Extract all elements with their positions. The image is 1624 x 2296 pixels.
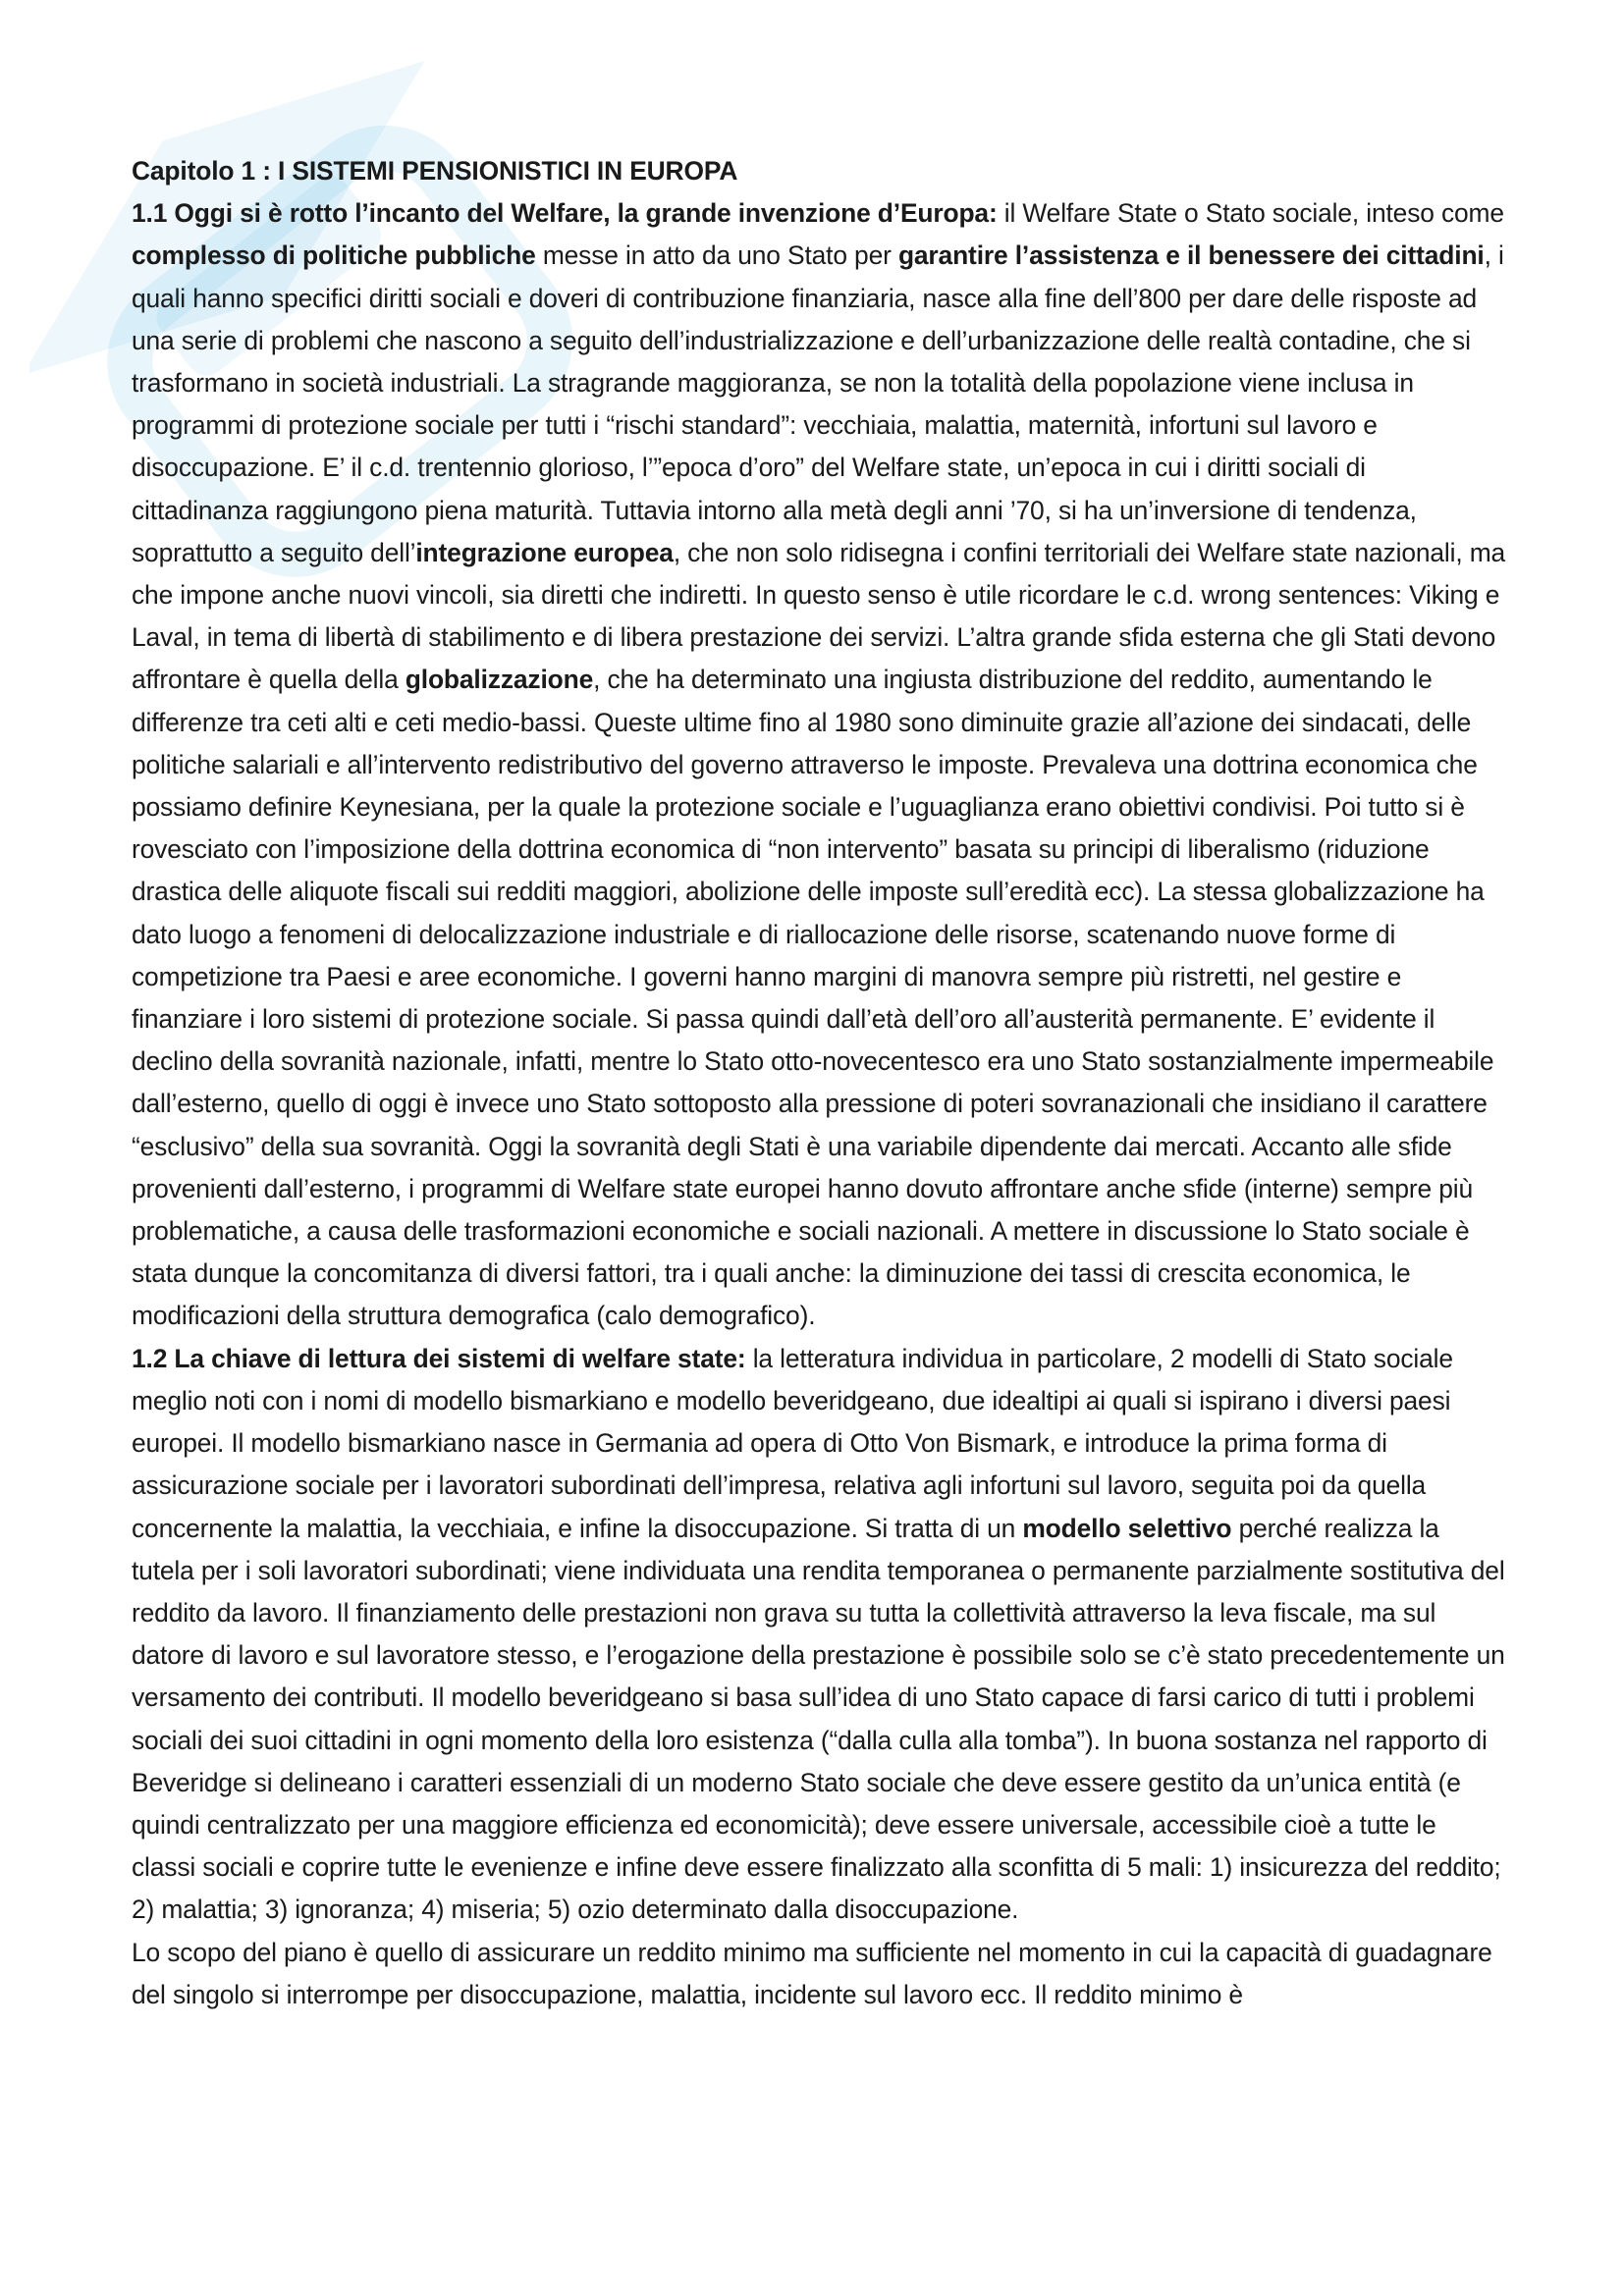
text-segment: il Welfare State o Stato sociale, inteso come (997, 198, 1504, 229)
text-segment: , che non solo ridisegna i confini territoriali dei Welfare state nazionali, ma che impone anche nuovi vincoli, sia diretti che indiretti. In questo senso è utile ricordare le c.d. wrong sentences: Viking e Laval, in tema di libertà di stabilimento e di libera prestazione dei servizi. L’altra grande sfida esterna che gli Stati devono affrontare è quella della (132, 537, 1506, 695)
text-segment: perché realizza la tutela per i soli lavoratori subordinati; viene individuata una rendita temporanea o permanente parzialmente sostitutiva del reddito da lavoro. Il finanziamento delle prestazioni non grava su tutta la collettività attraverso la leva fiscale, ma sul datore di lavoro e sul lavoratore stesso, e l’erogazione della prestazione è possibile solo se c’è stato precedentemente un versamento dei contributi. Il modello beveridgeano si basa sull’idea di uno Stato capace di farsi carico di tutti i problemi sociali dei suoi cittadini in ogni momento della loro esistenza (“dalla culla alla tomba”). In buona sostanza nel rapporto di Beveridge si delineano i caratteri essenziali di un moderno Stato sociale che deve essere gestito da un’unica entità (e quindi centralizzato per una maggiore efficienza ed economicità); deve essere universale, accessibile cioè a tutte le classi sociali e coprire tutte le evenienze e infine deve essere finalizzato alla sconfitta di 5 mali: 1) insicurezza del reddito; 2) malattia; 3) ignoranza; 4) miseria; 5) ozio determinato dalla disoccupazione. (132, 1513, 1505, 1925)
text-segment-bold: globalizzazione (405, 665, 594, 695)
text-segment-bold: modello selettivo (1022, 1513, 1232, 1543)
text-segment-bold: complesso di politiche pubbliche (132, 240, 536, 271)
section-heading-1-1: 1.1 Oggi si è rotto l’incanto del Welfare, la grande invenzione d’Europa: (132, 198, 998, 229)
text-segment-bold: garantire l’assistenza e il benessere dei cittadini (897, 240, 1485, 271)
text-segment: Lo scopo del piano è quello di assicurare un reddito minimo ma sufficiente nel momento in cui la capacità di guadagnare del singolo si interrompe per disoccupazione, malattia, incidente sul lavoro ecc. Il reddito minimo è (132, 1937, 1492, 2009)
text-segment-bold: integrazione europea (415, 537, 674, 567)
section-heading-1-2: 1.2 La chiave di lettura dei sistemi di welfare state: (132, 1343, 746, 1373)
paragraph-1-2 (132, 1338, 1506, 1932)
text-segment: , i quali hanno specifici diritti sociali e doveri di contribuzione finanziaria, nasce alla fine dell’800 per dare delle risposte ad una serie di problemi che nascono a seguito dell’industrializzazione e dell’urbanizzazione delle realtà contadine, che si trasformano in società industriali. La stragrande maggioranza, se non la totalità della popolazione viene inclusa in programmi di protezione sociale per tutti i “rischi standard”: vecchiaia, malattia, maternità, infortuni sul lavoro e disoccupazione. E’ il c.d. trentennio glorioso, l’”epoca d’oro” del Welfare state, un’epoca in cui i diritti sociali di cittadinanza raggiungono piena maturità. Tuttavia intorno alla metà degli anni ’70, si ha un’inversione di tendenza, soprattutto a seguito dell’ (132, 240, 1504, 567)
text-segment: messe in atto da uno Stato per (535, 240, 898, 271)
document-page (132, 150, 1506, 2016)
paragraph-3 (132, 1932, 1506, 2016)
text-segment: la letteratura individua in particolare, 2 modelli di Stato sociale meglio noti con i nomi di modello bismarkiano e modello beveridgeano, due idealtipi ai quali si ispirano i diversi paesi europei. Il modello bismarkiano nasce in Germania ad opera di Otto Von Bismark, e introduce la prima forma di assicurazione sociale per i lavoratori subordinati dell’impresa, relativa agli infortuni sul lavoro, seguita poi da quella concernente la malattia, la vecchiaia, e infine la disoccupazione. Si tratta di un (132, 1343, 1453, 1543)
text-segment: , che ha determinato una ingiusta distribuzione del reddito, aumentando le differenze tra ceti alti e ceti medio-bassi. Queste ultime fino al 1980 sono diminuite grazie all’azione dei sindacati, delle politiche salariali e all’intervento redistributivo del governo attraverso le imposte. Prevaleva una dottrina economica che possiamo definire Keynesiana, per la quale la protezione sociale e l’uguaglianza erano obiettivi condivisi. Poi tutto si è rovesciato con l’imposizione della dottrina economica di “non intervento” basata su principi di liberalismo (riduzione drastica delle aliquote fiscali sui redditi maggiori, abolizione delle imposte sull’eredità ecc). La stessa globalizzazione ha dato luogo a fenomeni di delocalizzazione industriale e di riallocazione delle risorse, scatenando nuove forme di competizione tra Paesi e aree economiche. I governi hanno margini di manovra sempre più ristretti, nel gestire e finanziare i loro sistemi di protezione sociale. Si passa quindi dall’età dell’oro all’austerità permanente. E’ evidente il declino della sovranità nazionale, infatti, mentre lo Stato otto-novecentesco era uno Stato sostanzialmente impermeabile dall’esterno, quello di oggi è invece uno Stato sottoposto alla pressione di poteri sovranazionali che insidiano il carattere “esclusivo” della sua sovranità. Oggi la sovranità degli Stati è una variabile dipendente dai mercati. Accanto alle sfide provenienti dall’esterno, i programmi di Welfare state europei hanno dovuto affrontare anche sfide (interne) sempre più problematiche, a causa delle trasformazioni economiche e sociali nazionali. A mettere in discussione lo Stato sociale è stata dunque la concomitanza di diversi fattori, tra i quali anche: la diminuzione dei tassi di crescita economica, le modificazioni della struttura demografica (calo demografico). (132, 665, 1494, 1331)
paragraph-1-1 (132, 192, 1506, 1337)
chapter-title: Capitolo 1 : I SISTEMI PENSIONISTICI IN EUROPA (132, 156, 738, 186)
